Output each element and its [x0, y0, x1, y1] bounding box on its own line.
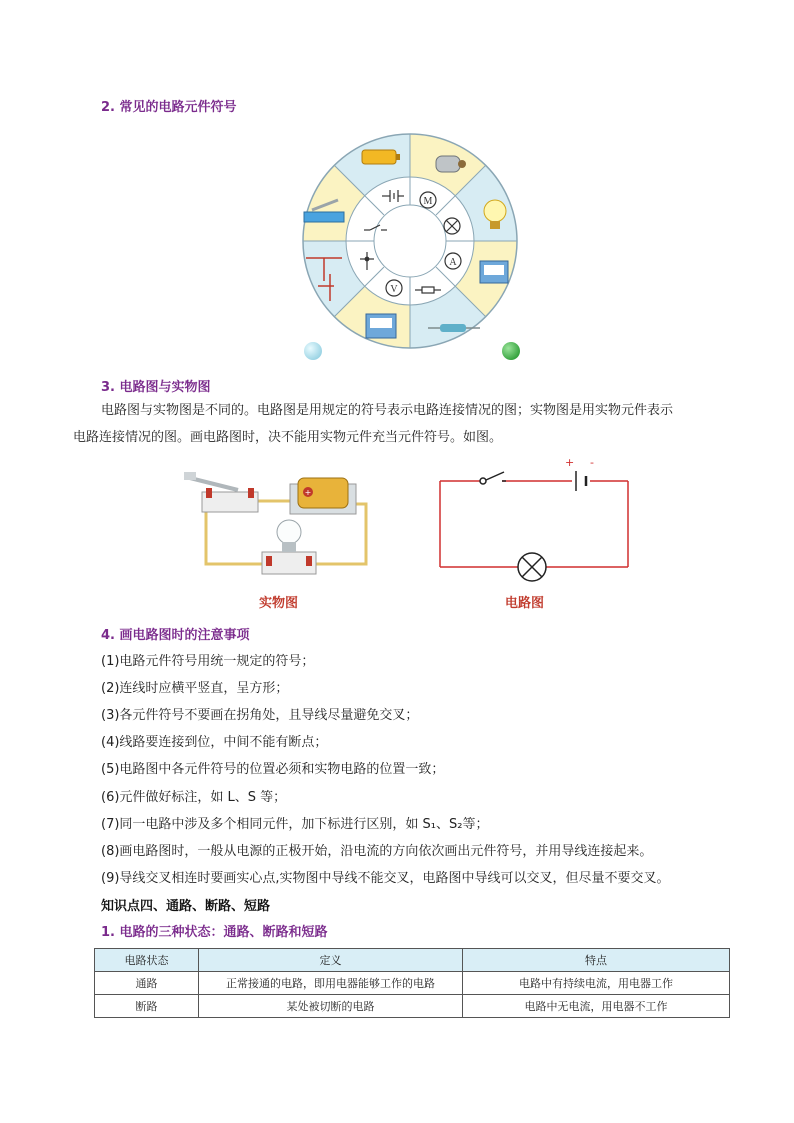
note-item: (2)连线时应横平竖直，呈方形； — [101, 681, 289, 696]
section-3-title: 3. 电路图与实物图 — [101, 380, 211, 395]
decor-blue-dot-icon — [304, 342, 322, 360]
note-item: (8)画电路图时，一般从电源的正极开始，沿电流的方向依次画出元件符号，并用导线连接起来。 — [101, 844, 653, 859]
knowledge-point-4-title: 知识点四、通路、断路、短路 — [101, 899, 271, 914]
knife-switch-icon — [184, 472, 258, 512]
decor-green-dot-icon — [502, 342, 520, 360]
ammeter-icon — [366, 314, 396, 338]
section-2-title: 2. 常见的电路元件符号 — [101, 100, 237, 115]
battery-plus-sign: + — [565, 456, 575, 469]
voltmeter-icon — [480, 261, 508, 283]
cell-definition: 某处被切断的电路 — [199, 995, 463, 1018]
battery-icon — [362, 150, 400, 164]
battery-minus-sign: - — [590, 456, 594, 469]
svg-text:+: + — [304, 488, 312, 497]
circuit-diagram-figure — [432, 452, 638, 586]
battery-holder-icon — [290, 478, 356, 514]
physical-circuit-caption: 实物图 — [259, 596, 299, 611]
table-row — [95, 972, 730, 995]
subsection-1-title: 1. 电路的三种状态：通路、断路和短路 — [101, 925, 328, 940]
section-3-para-line1: 电路图与实物图是不同的。电路图是用规定的符号表示电路连接情况的图；实物图是用实物元件表示 — [101, 403, 674, 418]
circuit-state-table — [94, 948, 730, 1018]
cell-definition: 正常接通的电路，即用电器能够工作的电路 — [199, 972, 463, 995]
battery-symbol — [576, 471, 586, 491]
table-row — [95, 995, 730, 1018]
note-item: (3)各元件符号不要画在拐角处，且导线尽量避免交叉； — [101, 708, 419, 723]
table-header-row — [95, 949, 730, 972]
header-feature: 特点 — [463, 949, 730, 972]
cell-feature: 电路中无电流，用电器不工作 — [463, 995, 730, 1018]
component-symbol-wheel — [290, 126, 530, 366]
cell-state: 断路 — [95, 995, 199, 1018]
cell-feature: 电路中有持续电流，用电器工作 — [463, 972, 730, 995]
svg-text:V: V — [390, 284, 398, 295]
lamp-symbol — [518, 553, 546, 581]
note-item: (9)导线交叉相连时要画实心点,实物图中导线不能交叉，电路图中导线可以交叉，但尽量不要交叉。 — [101, 871, 670, 886]
circuit-diagram-caption: 电路图 — [505, 596, 545, 611]
note-item: (6)元件做好标注，如 L、S 等； — [101, 790, 287, 805]
header-state: 电路状态 — [95, 949, 199, 972]
physical-circuit-figure — [176, 466, 376, 582]
note-item: (4)线路要连接到位，中间不能有断点； — [101, 735, 328, 750]
note-item: (5)电路图中各元件符号的位置必须和实物电路的位置一致； — [101, 762, 445, 777]
svg-text:M: M — [423, 196, 433, 207]
section-3-para-line2: 电路连接情况的图。画电路图时，决不能用实物元件充当元件符号。如图。 — [73, 430, 503, 445]
section-4-title: 4. 画电路图时的注意事项 — [101, 628, 250, 643]
note-item: (1)电路元件符号用统一规定的符号； — [101, 654, 315, 669]
header-definition: 定义 — [199, 949, 463, 972]
note-item: (7)同一电路中涉及多个相同元件，加下标进行区别，如 S₁、S₂等； — [101, 817, 489, 832]
svg-text:A: A — [449, 257, 457, 268]
switch-symbol — [480, 472, 506, 484]
bulb-base-icon — [262, 520, 316, 574]
cell-state: 通路 — [95, 972, 199, 995]
